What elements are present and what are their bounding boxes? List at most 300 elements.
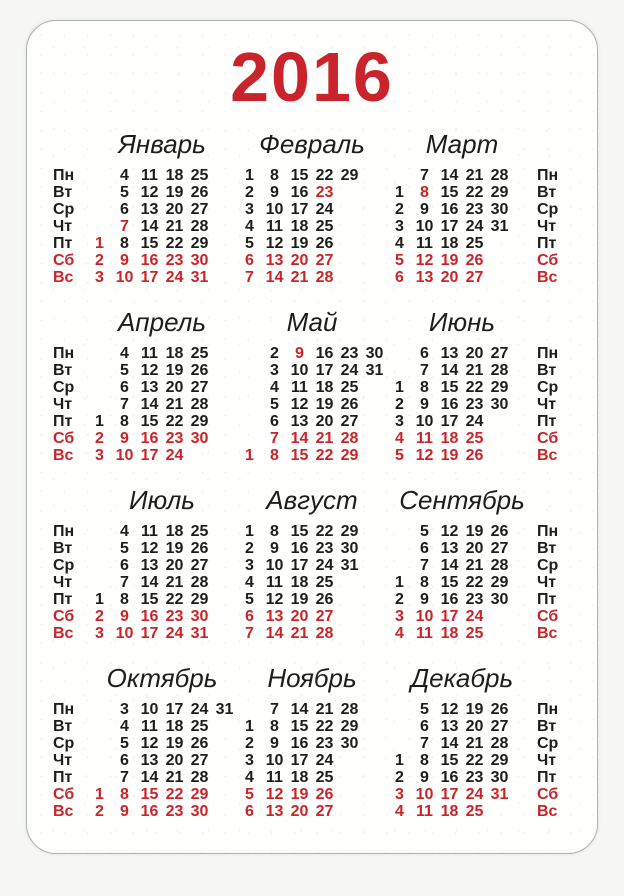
weekday-label: Чт <box>537 217 557 235</box>
empty-cell <box>487 430 512 447</box>
day-cell: 21 <box>315 700 334 718</box>
day-grid <box>387 701 537 820</box>
weekday-label: Вс <box>537 624 558 642</box>
day-grid <box>237 523 387 642</box>
empty-cell <box>212 786 237 803</box>
day-cell: 23 <box>340 344 359 362</box>
day-cell: 6 <box>120 200 129 218</box>
empty-cell <box>512 786 537 803</box>
day-cell: 2 <box>270 344 279 362</box>
empty-cell <box>212 769 237 786</box>
empty-cell <box>512 362 537 379</box>
day-cell: 8 <box>120 590 129 608</box>
day-cell: 10 <box>415 217 434 235</box>
empty-cell <box>87 735 112 752</box>
day-cell: 16 <box>290 539 309 557</box>
quarter-row-4 <box>53 663 571 820</box>
day-cell: 27 <box>490 539 509 557</box>
day-cell: 10 <box>115 624 134 642</box>
day-cell: 27 <box>490 344 509 362</box>
day-cell: 3 <box>95 624 104 642</box>
day-cell: 21 <box>465 734 484 752</box>
month-december <box>387 663 537 820</box>
day-cell: 7 <box>245 624 254 642</box>
day-cell: 19 <box>290 590 309 608</box>
weekday-label: Вс <box>53 802 74 820</box>
day-cell: 21 <box>290 268 309 286</box>
empty-cell <box>487 269 512 286</box>
empty-cell <box>187 447 212 464</box>
day-cell: 23 <box>465 590 484 608</box>
day-cell: 8 <box>420 573 429 591</box>
empty-cell <box>87 201 112 218</box>
weekday-label: Сб <box>537 251 559 269</box>
empty-cell <box>487 608 512 625</box>
day-cell: 26 <box>315 785 334 803</box>
day-cell: 6 <box>245 607 254 625</box>
day-cell: 25 <box>190 166 209 184</box>
weekday-label: Пт <box>53 590 73 608</box>
empty-cell <box>337 752 362 769</box>
day-cell: 1 <box>95 785 104 803</box>
day-cell: 23 <box>165 251 184 269</box>
day-cell: 7 <box>420 166 429 184</box>
day-cell: 5 <box>395 251 404 269</box>
day-cell: 11 <box>416 802 433 820</box>
day-cell: 9 <box>270 539 279 557</box>
day-grid <box>387 523 537 642</box>
empty-cell <box>212 252 237 269</box>
empty-cell <box>487 447 512 464</box>
day-cell: 22 <box>465 378 484 396</box>
day-cell: 17 <box>165 700 184 718</box>
day-cell: 16 <box>140 607 159 625</box>
day-cell: 27 <box>190 200 209 218</box>
day-cell: 15 <box>440 751 459 769</box>
day-cell: 14 <box>265 624 284 642</box>
day-cell: 28 <box>490 734 509 752</box>
day-cell: 11 <box>416 234 433 252</box>
weekday-label: Пн <box>537 700 559 718</box>
weekday-label: Пт <box>537 768 557 786</box>
weekday-column-right <box>537 485 571 642</box>
day-cell: 26 <box>190 183 209 201</box>
day-cell: 22 <box>465 573 484 591</box>
empty-cell <box>362 184 387 201</box>
day-cell: 30 <box>190 429 209 447</box>
empty-cell <box>387 540 412 557</box>
weekday-label: Пн <box>53 522 75 540</box>
empty-cell <box>362 523 387 540</box>
day-cell: 16 <box>140 429 159 447</box>
empty-cell <box>387 362 412 379</box>
day-cell: 14 <box>440 556 459 574</box>
day-cell: 12 <box>440 522 459 540</box>
day-cell: 24 <box>190 700 209 718</box>
day-cell: 27 <box>190 751 209 769</box>
day-cell: 10 <box>415 412 434 430</box>
day-cell: 23 <box>465 395 484 413</box>
day-cell: 29 <box>490 573 509 591</box>
empty-cell <box>362 769 387 786</box>
empty-cell <box>512 625 537 642</box>
weekday-label: Вс <box>53 268 74 286</box>
day-cell: 22 <box>315 717 334 735</box>
day-cell: 29 <box>340 166 359 184</box>
day-cell: 18 <box>290 217 309 235</box>
weekday-label: Вс <box>537 268 558 286</box>
empty-cell <box>212 540 237 557</box>
day-cell: 15 <box>140 234 159 252</box>
day-cell: 24 <box>165 624 184 642</box>
day-cell: 13 <box>140 378 159 396</box>
month-title: Март <box>425 128 499 159</box>
day-cell: 1 <box>395 378 404 396</box>
weekday-label: Пн <box>537 344 559 362</box>
empty-cell <box>337 574 362 591</box>
empty-cell <box>487 252 512 269</box>
day-cell: 2 <box>395 768 404 786</box>
empty-cell <box>337 252 362 269</box>
day-cell: 10 <box>415 785 434 803</box>
weekday-label: Вт <box>53 183 73 201</box>
weekday-label: Пн <box>53 700 75 718</box>
day-cell: 30 <box>365 344 384 362</box>
day-cell: 17 <box>440 607 459 625</box>
day-cell: 18 <box>290 573 309 591</box>
day-cell: 16 <box>290 183 309 201</box>
day-cell: 4 <box>120 717 129 735</box>
day-cell: 13 <box>440 539 459 557</box>
day-cell: 1 <box>395 573 404 591</box>
month-november <box>237 663 387 820</box>
weekday-column-left <box>53 663 87 820</box>
empty-cell <box>512 252 537 269</box>
weekday-label: Пт <box>53 234 73 252</box>
day-cell: 24 <box>340 361 359 379</box>
day-cell: 20 <box>440 268 459 286</box>
empty-cell <box>487 413 512 430</box>
day-cell: 26 <box>490 700 509 718</box>
day-cell: 1 <box>95 590 104 608</box>
day-cell: 27 <box>465 268 484 286</box>
day-cell: 28 <box>315 268 334 286</box>
empty-cell <box>387 735 412 752</box>
day-cell: 25 <box>190 522 209 540</box>
day-cell: 20 <box>165 378 184 396</box>
empty-cell <box>212 574 237 591</box>
day-cell: 3 <box>395 785 404 803</box>
day-cell: 30 <box>490 590 509 608</box>
empty-cell <box>237 345 262 362</box>
weekday-label: Пн <box>537 166 559 184</box>
empty-cell <box>512 523 537 540</box>
empty-cell <box>362 625 387 642</box>
empty-cell <box>387 557 412 574</box>
month-title: Февраль <box>259 128 365 159</box>
weekday-label: Пт <box>53 412 73 430</box>
day-cell: 28 <box>315 624 334 642</box>
month-title: Май <box>286 306 338 337</box>
day-cell: 4 <box>245 768 254 786</box>
day-cell: 15 <box>140 412 159 430</box>
empty-cell <box>237 413 262 430</box>
day-cell: 23 <box>165 607 184 625</box>
empty-cell <box>337 769 362 786</box>
empty-cell <box>212 235 237 252</box>
day-cell: 28 <box>190 217 209 235</box>
day-cell: 2 <box>245 539 254 557</box>
month-title: Июль <box>129 484 195 515</box>
day-cell: 31 <box>340 556 359 574</box>
empty-cell <box>212 218 237 235</box>
day-cell: 3 <box>95 446 104 464</box>
day-cell: 4 <box>120 344 129 362</box>
empty-cell <box>512 718 537 735</box>
day-cell: 17 <box>140 446 159 464</box>
day-cell: 21 <box>465 361 484 379</box>
empty-cell <box>212 201 237 218</box>
day-cell: 30 <box>190 607 209 625</box>
weekday-column-left <box>53 307 87 464</box>
weekday-label: Ср <box>537 200 559 218</box>
calendar-card <box>26 20 598 854</box>
day-cell: 12 <box>140 361 159 379</box>
weekday-label: Чт <box>53 751 73 769</box>
day-cell: 17 <box>140 624 159 642</box>
day-cell: 12 <box>265 234 284 252</box>
empty-cell <box>337 201 362 218</box>
empty-cell <box>362 557 387 574</box>
weekday-label: Пн <box>53 166 75 184</box>
day-cell: 17 <box>440 412 459 430</box>
day-cell: 22 <box>165 590 184 608</box>
day-cell: 2 <box>245 734 254 752</box>
day-cell: 12 <box>140 734 159 752</box>
day-cell: 21 <box>290 624 309 642</box>
month-october <box>87 663 237 820</box>
day-cell: 8 <box>120 234 129 252</box>
month-title: Август <box>266 484 358 515</box>
weekday-label: Вт <box>53 361 73 379</box>
day-cell: 30 <box>490 395 509 413</box>
day-cell: 25 <box>190 717 209 735</box>
day-cell: 12 <box>265 590 284 608</box>
empty-cell <box>387 167 412 184</box>
weekday-label: Вс <box>537 446 558 464</box>
empty-cell <box>337 235 362 252</box>
day-grid <box>387 167 537 286</box>
day-cell: 26 <box>315 234 334 252</box>
day-cell: 19 <box>440 251 459 269</box>
empty-cell <box>512 269 537 286</box>
empty-cell <box>337 608 362 625</box>
day-cell: 7 <box>420 556 429 574</box>
day-cell: 4 <box>270 378 279 396</box>
day-cell: 9 <box>120 607 129 625</box>
day-cell: 16 <box>440 590 459 608</box>
day-cell: 13 <box>290 412 309 430</box>
day-cell: 14 <box>290 429 309 447</box>
weekday-label: Сб <box>537 785 559 803</box>
day-cell: 1 <box>245 522 254 540</box>
empty-cell <box>512 396 537 413</box>
weekday-label: Вт <box>537 717 557 735</box>
day-cell: 18 <box>165 344 184 362</box>
empty-cell <box>87 557 112 574</box>
day-cell: 31 <box>190 268 209 286</box>
day-grid <box>237 167 387 286</box>
day-cell: 6 <box>420 539 429 557</box>
day-cell: 2 <box>245 183 254 201</box>
weekday-label: Пт <box>537 590 557 608</box>
day-cell: 14 <box>140 768 159 786</box>
empty-cell <box>87 718 112 735</box>
day-cell: 28 <box>340 700 359 718</box>
day-cell: 30 <box>190 802 209 820</box>
empty-cell <box>212 362 237 379</box>
day-cell: 20 <box>290 251 309 269</box>
day-cell: 31 <box>365 361 384 379</box>
day-cell: 12 <box>290 395 309 413</box>
day-cell: 24 <box>465 217 484 235</box>
day-cell: 11 <box>141 166 158 184</box>
day-cell: 25 <box>315 768 334 786</box>
day-cell: 4 <box>120 522 129 540</box>
weekday-label: Ср <box>53 378 75 396</box>
empty-cell <box>212 396 237 413</box>
empty-cell <box>512 701 537 718</box>
day-cell: 27 <box>315 251 334 269</box>
empty-cell <box>87 184 112 201</box>
day-cell: 9 <box>120 429 129 447</box>
empty-cell <box>512 345 537 362</box>
day-cell: 12 <box>140 183 159 201</box>
empty-cell <box>362 201 387 218</box>
day-cell: 6 <box>120 751 129 769</box>
day-cell: 29 <box>340 522 359 540</box>
day-cell: 4 <box>395 234 404 252</box>
empty-cell <box>237 396 262 413</box>
day-cell: 30 <box>340 539 359 557</box>
day-cell: 25 <box>465 802 484 820</box>
empty-cell <box>512 608 537 625</box>
empty-cell <box>87 345 112 362</box>
month-title: Ноябрь <box>267 662 357 693</box>
weekday-label: Вс <box>53 624 74 642</box>
day-cell: 6 <box>245 802 254 820</box>
day-cell: 11 <box>141 717 158 735</box>
day-cell: 12 <box>440 700 459 718</box>
month-july <box>87 485 237 642</box>
day-cell: 15 <box>440 183 459 201</box>
day-cell: 12 <box>140 539 159 557</box>
empty-cell <box>512 735 537 752</box>
day-cell: 7 <box>420 361 429 379</box>
day-cell: 11 <box>141 522 158 540</box>
day-cell: 11 <box>266 768 283 786</box>
day-cell: 2 <box>395 395 404 413</box>
empty-cell <box>512 752 537 769</box>
day-cell: 3 <box>120 700 129 718</box>
weekday-label: Вт <box>537 361 557 379</box>
empty-cell <box>512 574 537 591</box>
day-cell: 28 <box>490 166 509 184</box>
weekday-label: Пн <box>53 344 75 362</box>
weekday-label: Чт <box>537 751 557 769</box>
day-cell: 7 <box>120 217 129 235</box>
day-cell: 14 <box>140 573 159 591</box>
day-grid <box>87 345 237 464</box>
weekday-label: Пн <box>537 522 559 540</box>
day-cell: 25 <box>465 624 484 642</box>
day-cell: 16 <box>140 802 159 820</box>
day-cell: 21 <box>315 429 334 447</box>
empty-cell <box>512 201 537 218</box>
day-cell: 16 <box>440 768 459 786</box>
day-cell: 7 <box>120 573 129 591</box>
day-cell: 11 <box>141 344 158 362</box>
day-cell: 27 <box>490 717 509 735</box>
empty-cell <box>362 269 387 286</box>
month-title: Декабрь <box>410 662 514 693</box>
day-cell: 8 <box>270 446 279 464</box>
day-cell: 18 <box>290 768 309 786</box>
day-cell: 14 <box>290 700 309 718</box>
empty-cell <box>387 523 412 540</box>
day-cell: 2 <box>95 429 104 447</box>
day-cell: 24 <box>315 556 334 574</box>
empty-cell <box>212 167 237 184</box>
empty-cell <box>337 184 362 201</box>
day-cell: 12 <box>415 446 434 464</box>
empty-cell <box>237 430 262 447</box>
day-cell: 17 <box>315 361 334 379</box>
day-cell: 5 <box>245 234 254 252</box>
day-cell: 14 <box>265 268 284 286</box>
day-cell: 9 <box>420 200 429 218</box>
weekday-label: Сб <box>53 785 75 803</box>
day-cell: 4 <box>395 802 404 820</box>
month-june <box>387 307 537 464</box>
empty-cell <box>362 252 387 269</box>
day-cell: 27 <box>190 378 209 396</box>
day-cell: 22 <box>465 751 484 769</box>
day-cell: 6 <box>120 556 129 574</box>
day-cell: 20 <box>465 539 484 557</box>
day-cell: 20 <box>165 200 184 218</box>
day-cell: 21 <box>165 768 184 786</box>
empty-cell <box>362 167 387 184</box>
empty-cell <box>212 718 237 735</box>
weekday-label: Вт <box>53 539 73 557</box>
empty-cell <box>512 540 537 557</box>
day-cell: 18 <box>440 234 459 252</box>
day-cell: 19 <box>165 734 184 752</box>
day-cell: 31 <box>190 624 209 642</box>
day-cell: 19 <box>165 183 184 201</box>
empty-cell <box>212 523 237 540</box>
day-cell: 8 <box>420 378 429 396</box>
day-cell: 27 <box>315 802 334 820</box>
day-cell: 30 <box>190 251 209 269</box>
weekday-label: Сб <box>53 251 75 269</box>
day-cell: 26 <box>465 251 484 269</box>
day-cell: 24 <box>315 200 334 218</box>
empty-cell <box>512 803 537 820</box>
day-cell: 3 <box>395 412 404 430</box>
month-january <box>87 129 237 286</box>
